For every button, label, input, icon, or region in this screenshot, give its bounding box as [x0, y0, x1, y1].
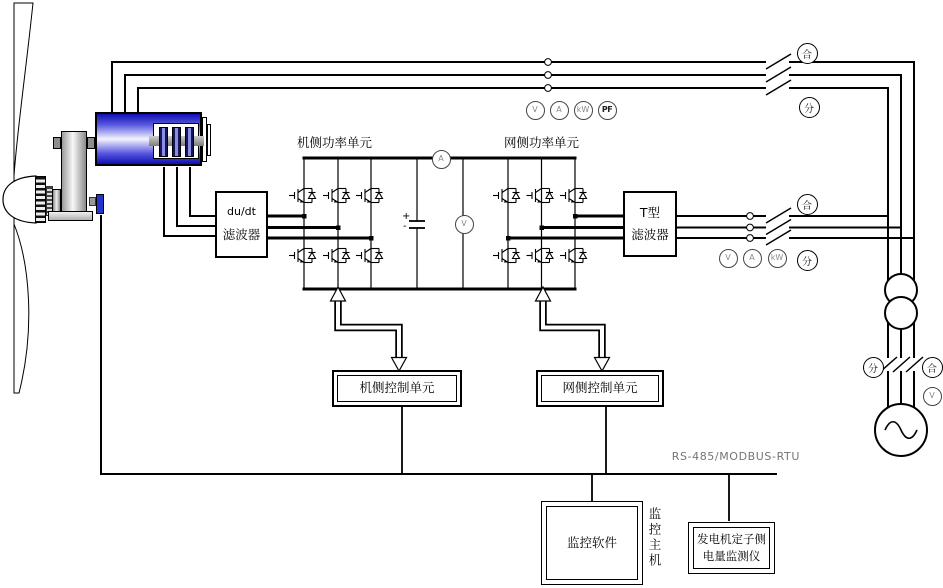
breaker-char: 合: [802, 49, 812, 61]
meter-letter: PF: [601, 105, 613, 114]
monitor-software-label: 监控软件: [566, 534, 617, 550]
stator-breaker-open-indicator: [799, 97, 820, 118]
breaker-char: 合: [927, 363, 937, 375]
meter-letter: V: [929, 391, 935, 400]
encoder-box: [96, 194, 104, 214]
stator-breaker-close-indicator: [797, 43, 818, 64]
capacitor-plus: +: [402, 211, 411, 222]
main-breaker-close-indicator: [922, 357, 943, 378]
grid-voltmeter: [923, 387, 942, 406]
lower-breaker-blades: [880, 357, 923, 372]
stator-breaker-blades: [766, 54, 791, 95]
dc-voltmeter: [455, 215, 474, 234]
phase-taps: [268, 216, 623, 238]
grid-power-unit-label: 网侧功率单元: [504, 135, 580, 150]
gridside-kw-meter: [768, 249, 787, 268]
terminal-plate-inner: [207, 124, 211, 156]
gearbox-right-mount: [87, 137, 95, 149]
gearbox-cylinder: [61, 131, 87, 212]
stator-voltmeter: [526, 101, 545, 120]
gridside-voltmeter: [719, 249, 738, 268]
t-filter-label-2: 滤波器: [631, 227, 669, 242]
gridside-breaker-open-indicator: [797, 250, 818, 271]
meter-letter: V: [532, 105, 538, 114]
capacitor-minus: -: [403, 221, 407, 232]
machine-power-unit-label: 机侧功率单元: [297, 135, 373, 150]
hub-flange: [35, 176, 46, 223]
stator-pf-meter: [598, 101, 617, 120]
gearbox-left-mount: [53, 137, 61, 149]
dc-capacitor: [409, 221, 425, 228]
slip-ring-box: [153, 123, 199, 159]
meter-letter: V: [461, 219, 467, 228]
transformer-icon: [885, 274, 917, 329]
grid-source-icon: [875, 404, 927, 456]
t-filter-box: [623, 191, 677, 257]
stator-monitor-inner: [693, 527, 770, 569]
machine-control-unit-label: 机侧控制单元: [359, 380, 435, 396]
base-plate: [48, 211, 93, 221]
transformer-feeders: [888, 320, 914, 414]
main-breaker-open-indicator: [863, 357, 884, 378]
gridside-breaker-close-indicator: [797, 194, 818, 215]
breaker-char: 分: [804, 103, 814, 115]
meter-letter: A: [438, 154, 444, 163]
dc-ammeter: [432, 150, 451, 169]
dudt-filter-box: [215, 191, 268, 258]
stator-kw-meter: [574, 101, 593, 120]
grid-control-unit-box: [536, 370, 664, 407]
machine-control-unit-box: [332, 370, 462, 407]
grid-control-unit-label: 网侧控制单元: [562, 380, 638, 396]
breaker-char: 分: [802, 256, 812, 268]
meter-letter: kW: [770, 253, 784, 262]
encoder-mount: [89, 197, 96, 206]
turbine-nose-cone: [3, 176, 36, 223]
stator-monitor-label-1: 发电机定子侧: [697, 532, 766, 547]
dc-buses: [303, 158, 577, 289]
meter-letter: A: [749, 253, 755, 262]
dudt-filter-label-2: 滤波器: [222, 227, 261, 243]
meter-letter: kW: [576, 105, 590, 114]
breaker-char: 分: [868, 363, 878, 375]
gridside-ammeter: [743, 249, 762, 268]
grid-breaker-blades: [766, 208, 791, 245]
rs485-bus-label: RS-485/MODBUS-RTU: [671, 450, 800, 463]
stator-monitor-box: [688, 522, 775, 574]
slip-ring-bar: [172, 127, 181, 157]
stator-ammeter: [550, 101, 569, 120]
slip-ring-bar: [159, 127, 168, 157]
meter-letter: A: [556, 105, 562, 114]
monitor-host-box: [541, 501, 643, 585]
control-signal-arrows: [331, 287, 610, 371]
converter-legs: [304, 158, 575, 289]
breaker-char: 合: [802, 200, 812, 212]
stator-monitor-label-2: 电量监测仪: [702, 549, 761, 563]
meter-letter: V: [725, 253, 731, 262]
monitor-host-label: 监控主机: [647, 507, 662, 569]
grid-tie-lines: [677, 216, 914, 238]
dudt-filter-label-1: du/dt: [227, 205, 256, 219]
slip-ring-bar: [185, 127, 194, 157]
rotor-lines: [164, 167, 216, 236]
t-filter-label-1: T型: [639, 204, 661, 220]
monitor-software-box: [546, 506, 638, 580]
